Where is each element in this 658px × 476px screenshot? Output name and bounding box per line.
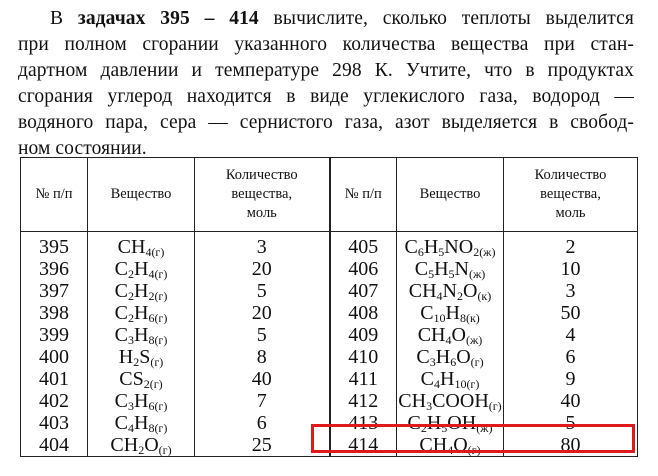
task-number: 396 [21, 258, 88, 280]
substance-formula: $CH_4N_2O_{(к)}$ [397, 280, 504, 302]
substance-amount: 20 [195, 302, 330, 324]
substance-amount: 50 [504, 302, 638, 324]
substance-amount: 20 [195, 258, 330, 280]
substance-amount: 7 [195, 390, 330, 412]
task-number: 395 [21, 232, 88, 259]
task-number: 412 [330, 390, 397, 412]
header-amount: Количество вещества, моль [195, 158, 330, 232]
task-number: 397 [21, 280, 88, 302]
intro-line-5: водяного пара, сера — сернистого газа, азот выделяется в свобод- [18, 112, 634, 133]
substance-formula: $C_6H_5NO_{2(ж)}$ [397, 232, 504, 259]
header-num: № п/п [21, 158, 88, 232]
substance-amount: 6 [195, 412, 330, 434]
substance-formula: $C_3H_{8(г)}$ [88, 324, 195, 346]
header-substance-2: Вещество [397, 158, 504, 232]
task-number: 403 [21, 412, 88, 434]
task-number: 405 [330, 232, 397, 259]
substance-formula: $CH_2O_{(г)}$ [88, 434, 195, 457]
highlight-box-414 [311, 424, 635, 453]
task-range: задачах 395 – 414 [77, 8, 259, 29]
table-row [21, 390, 638, 412]
substance-amount: 25 [195, 434, 330, 457]
substance-formula: $C_3H_{6(г)}$ [88, 390, 195, 412]
intro-line-3: дартном давлении и температуре 298 К. Учтите, что в продуктах [18, 60, 634, 81]
header-num-2: № п/п [330, 158, 397, 232]
substance-amount: 2 [504, 232, 638, 259]
task-number: 413 [330, 412, 397, 434]
task-number: 399 [21, 324, 88, 346]
task-number: 398 [21, 302, 88, 324]
substance-formula: $CS_{2(г)}$ [88, 368, 195, 390]
substance-formula: $CH_3COOH_{(г)}$ [398, 390, 502, 413]
substance-formula: $C_2H_{6(г)}$ [88, 302, 195, 324]
substance-amount: 8 [195, 346, 330, 368]
intro-line-2: при полном сгорании указанного количества вещества при стан- [18, 34, 634, 55]
substance-amount: 5 [195, 280, 330, 302]
task-number: 406 [330, 258, 397, 280]
table-row [21, 324, 638, 346]
substance-formula: $C_4H_{8(г)}$ [88, 412, 195, 434]
task-number: 407 [330, 280, 397, 302]
intro-line-6: ном состоянии. [18, 138, 147, 159]
substance-amount: 40 [195, 368, 330, 390]
substance-formula: $CH_4O_{(ж)}$ [397, 324, 504, 346]
substance-formula: $C_3H_6O_{(г)}$ [397, 346, 504, 368]
substance-formula: $C_4H_{10(г)}$ [397, 368, 504, 390]
task-number: 409 [330, 324, 397, 346]
substance-amount: 10 [504, 258, 638, 280]
header-substance: Вещество [88, 158, 195, 232]
task-number: 400 [21, 346, 88, 368]
substance-amount: 5 [195, 324, 330, 346]
substance-formula: $C_2H_{2(г)}$ [88, 280, 195, 302]
task-number: 404 [21, 434, 88, 457]
substance-amount: 40 [504, 390, 638, 412]
substance-formula: $C_{10}H_{8(к)}$ [397, 302, 504, 324]
task-number: 408 [330, 302, 397, 324]
table-row [21, 280, 638, 302]
substance-formula: $H_2S_{(г)}$ [88, 346, 195, 368]
substance-amount: 9 [504, 368, 638, 390]
substance-amount: 3 [195, 232, 330, 259]
task-number: 414 [330, 434, 397, 457]
task-number: 410 [330, 346, 397, 368]
substance-amount: 6 [504, 346, 638, 368]
substance-formula: $C_2H_{4(г)}$ [88, 258, 195, 280]
substance-formula: $CH_{4(г)}$ [88, 232, 195, 259]
tasks-table [20, 157, 638, 457]
substance-amount: 5 [504, 412, 638, 434]
task-number: 411 [330, 368, 397, 390]
intro-line-4: сгорания углерод находится в виде углекислого газа, водород — [18, 86, 634, 107]
table-row [21, 258, 638, 280]
header-amount-2: Количество вещества, моль [504, 158, 638, 232]
table-header-row [21, 158, 638, 232]
substance-amount: 4 [504, 324, 638, 346]
task-number: 402 [21, 390, 88, 412]
substance-formula: $C_5H_5N_{(ж)}$ [397, 258, 504, 280]
table-row [21, 368, 638, 390]
substance-amount: 3 [504, 280, 638, 302]
intro-line-1: В задачах 395 – 414 вычислите, сколько теплоты выделится [50, 8, 634, 29]
substance-amount: 80 [504, 434, 638, 457]
table-row [21, 346, 638, 368]
substance-formula: $CH_4O_{(г)}$ [397, 434, 504, 457]
substance-formula: $C_2H_5OH_{(ж)}$ [397, 412, 504, 434]
table-row [21, 302, 638, 324]
task-number: 401 [21, 368, 88, 390]
task-description [18, 6, 634, 162]
table-row [21, 232, 638, 259]
